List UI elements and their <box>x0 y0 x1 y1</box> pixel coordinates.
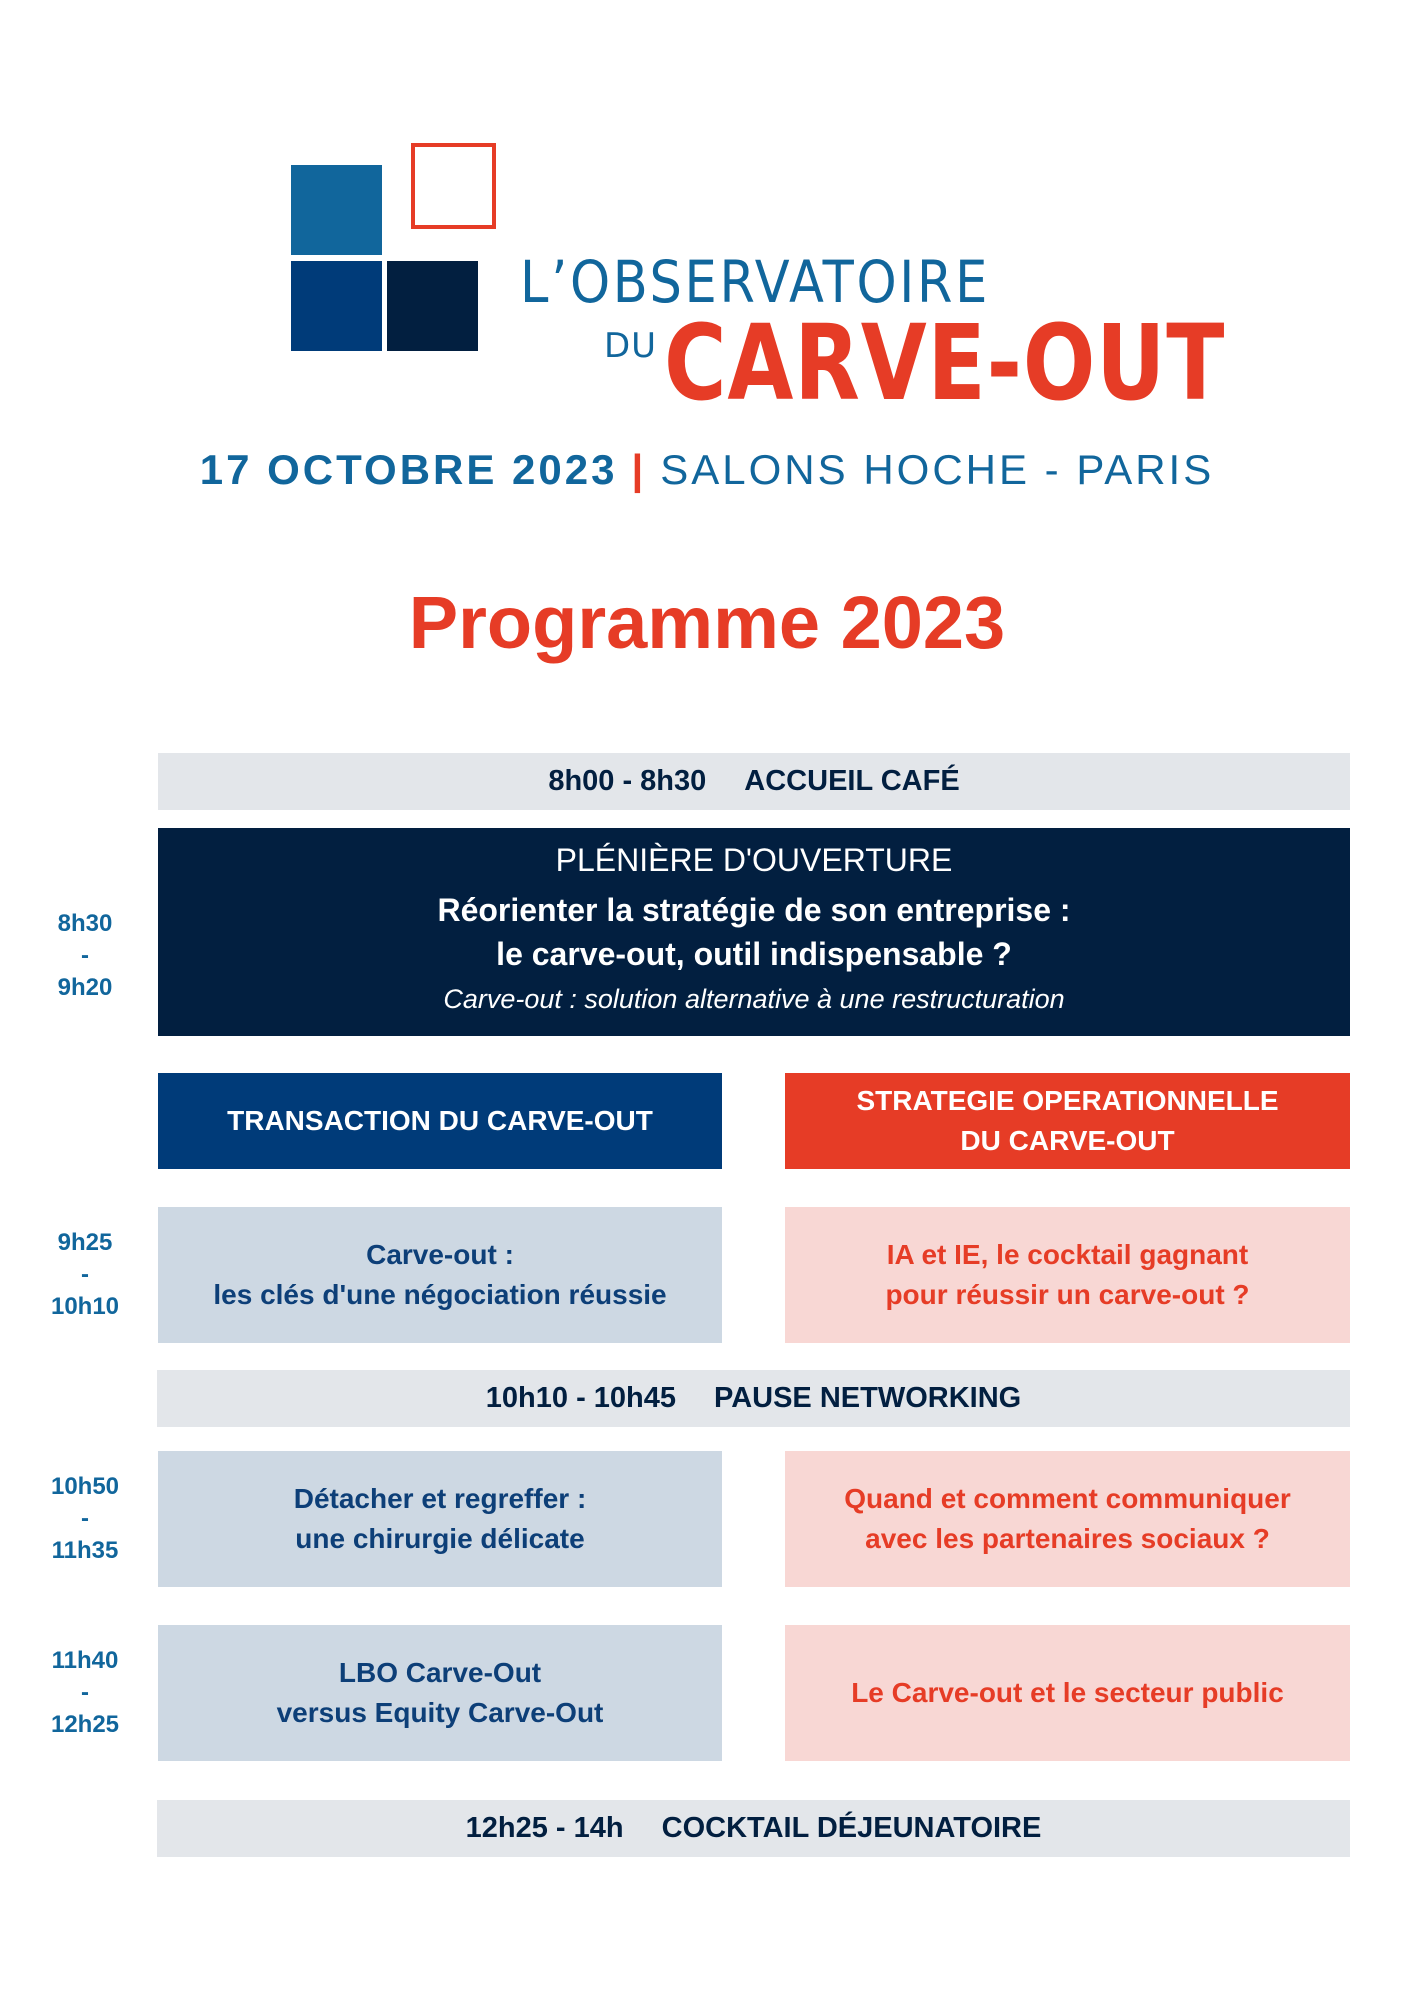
logo-square-dark <box>387 261 478 351</box>
time-end: 12h25 <box>50 1711 120 1738</box>
session-1-strategie <box>785 1207 1350 1343</box>
dejeuner-bar <box>157 1800 1350 1857</box>
session-3-time <box>30 1645 140 1741</box>
time-start: 8h30 <box>57 910 113 937</box>
track-header-line: STRATEGIE OPERATIONNELLE <box>856 1085 1279 1116</box>
track-header-line: DU CARVE-OUT <box>960 1125 1175 1156</box>
session-line: une chirurgie délicate <box>295 1523 585 1554</box>
time-dash: - <box>81 942 89 969</box>
session-2-time <box>30 1471 140 1567</box>
session-2-strategie <box>785 1451 1350 1587</box>
time-dash: - <box>81 1261 89 1288</box>
session-line: versus Equity Carve-Out <box>276 1697 604 1728</box>
event-venue: SALONS HOCHE - PARIS <box>660 446 1215 493</box>
logo-square-blue <box>291 165 382 255</box>
accueil-bar <box>158 753 1350 810</box>
time-end: 11h35 <box>51 1537 119 1564</box>
session-line: IA et IE, le cocktail gagnant <box>886 1239 1249 1270</box>
pleniere-block <box>158 828 1350 1036</box>
pleniere-title-line2: le carve-out, outil indispensable ? <box>496 936 1012 972</box>
pause-bar <box>157 1370 1350 1427</box>
time-start: 11h40 <box>51 1647 119 1674</box>
logo-square-navy <box>291 261 382 351</box>
pleniere-title-line1: Réorienter la stratégie de son entreprise : <box>437 892 1071 928</box>
session-3-transaction <box>158 1625 722 1761</box>
dejeuner-label: COCKTAIL DÉJEUNATOIRE <box>661 1812 1042 1844</box>
time-end: 9h20 <box>57 974 113 1001</box>
logo-text-observatoire: L’OBSERVATOIRE <box>520 248 990 316</box>
track-header-transaction <box>158 1073 722 1169</box>
pleniere-kicker: PLÉNIÈRE D'OUVERTURE <box>555 842 953 878</box>
logo-text-carve-out: CARVE-OUT <box>664 302 1226 424</box>
pause-time: 10h10 - 10h45 <box>485 1382 677 1414</box>
track-header-strategie <box>785 1073 1350 1169</box>
session-line: LBO Carve-Out <box>338 1657 542 1688</box>
time-dash: - <box>81 1679 89 1706</box>
session-line: Détacher et regreffer : <box>293 1483 587 1514</box>
pause-label: PAUSE NETWORKING <box>714 1382 1022 1414</box>
session-line: pour réussir un carve-out ? <box>885 1279 1250 1310</box>
logo-square-outline <box>411 143 496 229</box>
session-3-strategie <box>785 1625 1350 1761</box>
session-line: Le Carve-out et le secteur public <box>851 1677 1284 1708</box>
session-1-transaction <box>158 1207 722 1343</box>
event-date-venue <box>0 446 1414 494</box>
accueil-label: ACCUEIL CAFÉ <box>744 765 960 797</box>
session-line: Carve-out : <box>366 1239 514 1270</box>
session-1-time <box>30 1227 140 1323</box>
pleniere-time <box>30 908 140 1004</box>
track-header-line: TRANSACTION DU CARVE-OUT <box>227 1105 653 1136</box>
dejeuner-time: 12h25 - 14h <box>465 1812 624 1844</box>
event-separator: | <box>631 446 647 493</box>
accueil-time: 8h00 - 8h30 <box>548 765 707 797</box>
session-line: les clés d'une négociation réussie <box>213 1279 667 1310</box>
event-date: 17 OCTOBRE 2023 <box>199 446 618 493</box>
time-end: 10h10 <box>50 1293 120 1320</box>
logo-text-du: DU <box>604 326 658 366</box>
page-title: Programme 2023 <box>408 581 1006 664</box>
time-start: 10h50 <box>50 1473 120 1500</box>
pleniere-subtitle: Carve-out : solution alternative à une restructuration <box>443 984 1065 1014</box>
session-line: Quand et comment communiquer <box>844 1483 1291 1514</box>
session-2-transaction <box>158 1451 722 1587</box>
time-start: 9h25 <box>57 1229 113 1256</box>
time-dash: - <box>81 1505 89 1532</box>
session-line: avec les partenaires sociaux ? <box>865 1523 1270 1554</box>
